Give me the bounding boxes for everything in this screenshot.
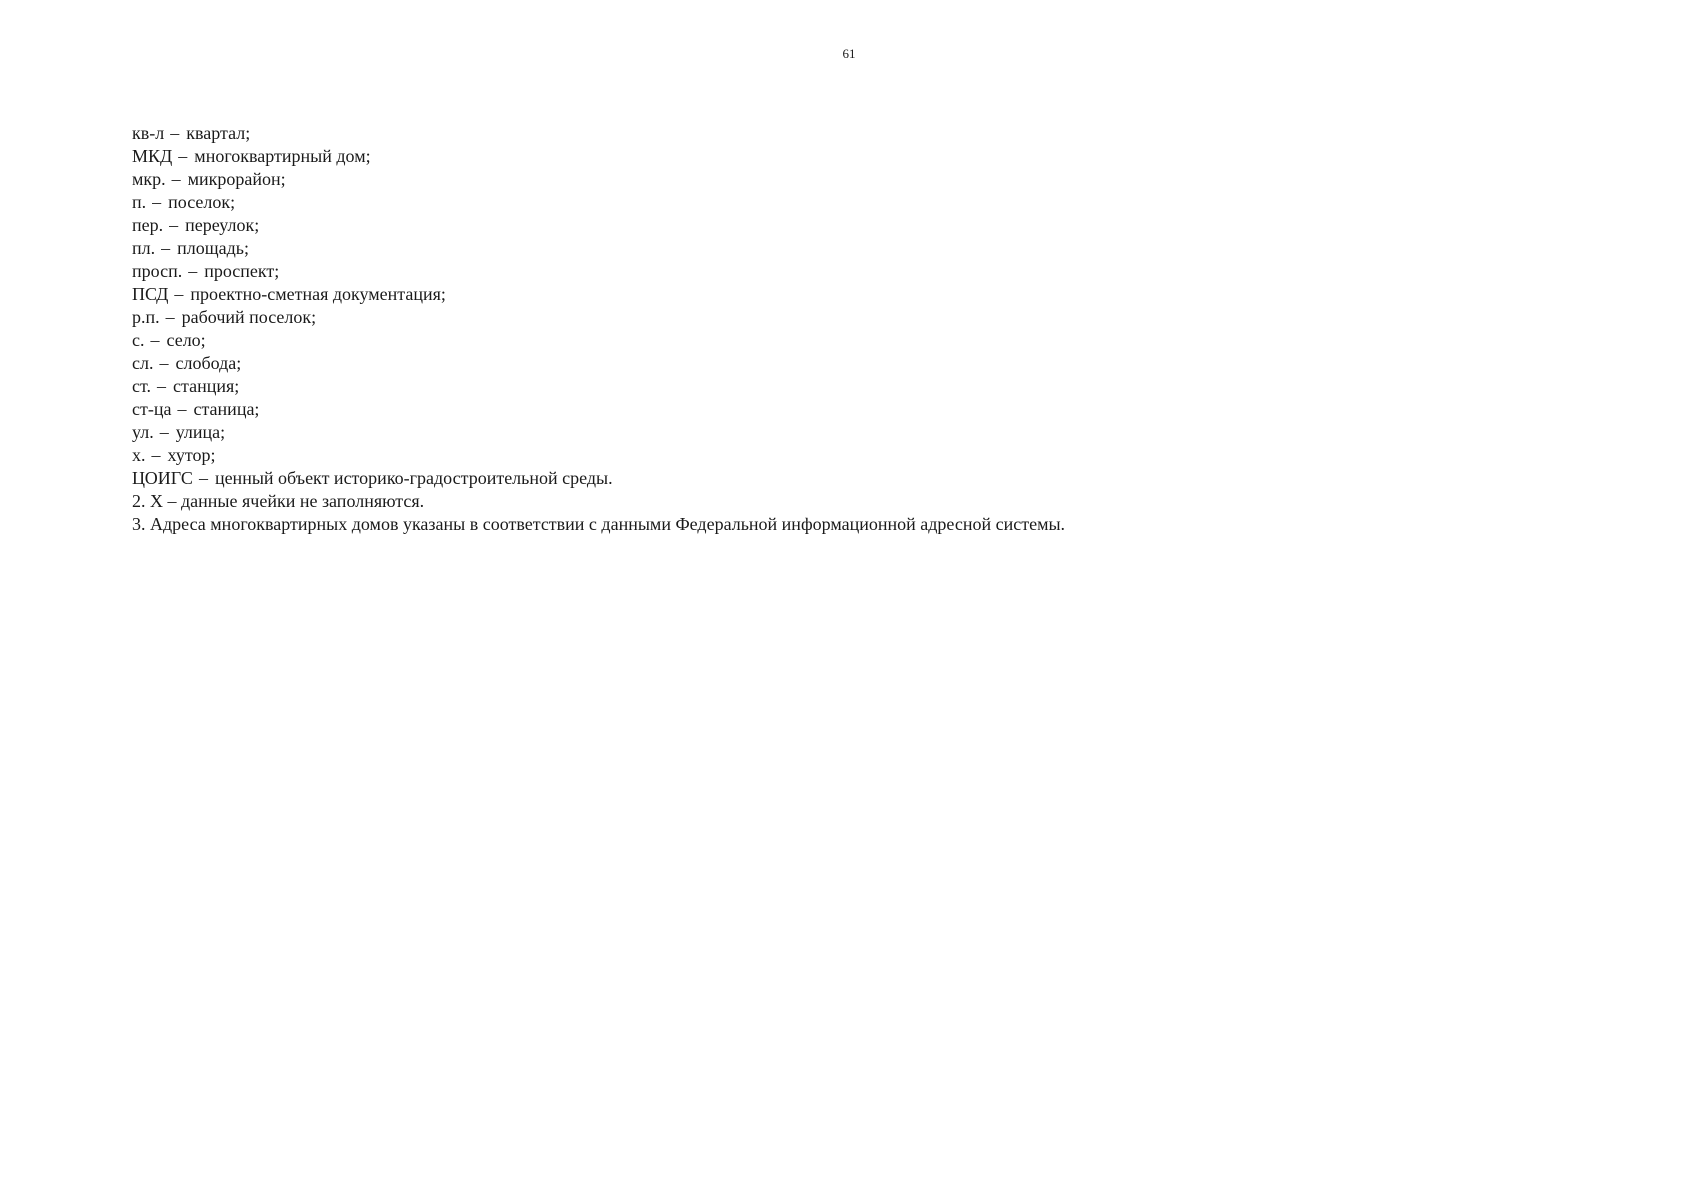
abbreviation-meaning: площадь; [177, 238, 249, 258]
abbreviation-term: пл. [132, 238, 156, 258]
abbreviation-term: МКД [132, 146, 173, 166]
abbreviation-item [132, 421, 1632, 444]
abbreviation-term: просп. [132, 261, 183, 281]
abbreviation-item [132, 168, 1632, 191]
dash-separator: – [157, 376, 167, 396]
abbreviation-term: с. [132, 330, 145, 350]
abbreviation-item [132, 467, 1632, 490]
dash-separator: – [159, 422, 169, 442]
abbreviation-meaning: многоквартирный дом; [194, 146, 371, 166]
dash-separator: – [188, 261, 198, 281]
abbreviation-item [132, 444, 1632, 467]
abbreviation-meaning: поселок; [168, 192, 236, 212]
abbreviation-term: х. [132, 445, 146, 465]
abbreviation-term: ПСД [132, 284, 169, 304]
dash-separator: – [169, 215, 179, 235]
abbreviation-term: кв-л [132, 123, 165, 143]
abbreviation-meaning: хутор; [167, 445, 216, 465]
abbreviation-item [132, 306, 1632, 329]
abbreviation-item [132, 237, 1632, 260]
abbreviation-meaning: переулок; [185, 215, 260, 235]
dash-separator: – [152, 192, 162, 212]
abbreviation-item [132, 145, 1632, 168]
dash-separator: – [159, 353, 169, 373]
abbreviation-meaning: квартал; [186, 123, 251, 143]
abbreviation-term: мкр. [132, 169, 166, 189]
abbreviation-list [132, 122, 1632, 490]
abbreviation-term: сл. [132, 353, 154, 373]
abbreviation-item [132, 352, 1632, 375]
abbreviation-meaning: село; [166, 330, 206, 350]
dash-separator: – [151, 445, 161, 465]
abbreviation-item [132, 214, 1632, 237]
abbreviation-meaning: микрорайон; [187, 169, 286, 189]
dash-separator: – [165, 307, 175, 327]
abbreviation-term: ст. [132, 376, 152, 396]
abbreviation-meaning: проспект; [204, 261, 280, 281]
abbreviation-meaning: станица; [193, 399, 260, 419]
document-body [132, 122, 1632, 536]
abbreviation-meaning: ценный объект историко-градостроительной среды. [214, 468, 613, 488]
abbreviation-term: р.п. [132, 307, 160, 327]
dash-separator: – [178, 146, 188, 166]
abbreviation-item [132, 283, 1632, 306]
abbreviation-item [132, 329, 1632, 352]
page-number: 61 [842, 46, 856, 61]
dash-separator: – [171, 169, 181, 189]
abbreviation-meaning: слобода; [175, 353, 242, 373]
abbreviation-term: ст-ца [132, 399, 172, 419]
dash-separator: – [198, 468, 208, 488]
dash-separator: – [177, 399, 187, 419]
dash-separator: – [174, 284, 184, 304]
abbreviation-meaning: улица; [175, 422, 226, 442]
abbreviation-term: п. [132, 192, 147, 212]
abbreviation-item [132, 375, 1632, 398]
dash-separator: – [161, 238, 171, 258]
abbreviation-term: ЦОИГС [132, 468, 193, 488]
abbreviation-meaning: рабочий поселок; [181, 307, 317, 327]
abbreviation-meaning: проектно-сметная документация; [190, 284, 446, 304]
abbreviation-item [132, 398, 1632, 421]
abbreviation-meaning: станция; [173, 376, 240, 396]
note-item-3: 3. Адреса многоквартирных домов указаны в соответствии с данными Федеральной информационной адресной системы. [132, 514, 1066, 534]
abbreviation-item [132, 122, 1632, 145]
abbreviation-term: ул. [132, 422, 154, 442]
abbreviation-term: пер. [132, 215, 164, 235]
abbreviation-item [132, 260, 1632, 283]
dash-separator: – [150, 330, 160, 350]
note-item-2: 2. Х – данные ячейки не заполняются. [132, 491, 425, 511]
abbreviation-item [132, 191, 1632, 214]
dash-separator: – [170, 123, 180, 143]
